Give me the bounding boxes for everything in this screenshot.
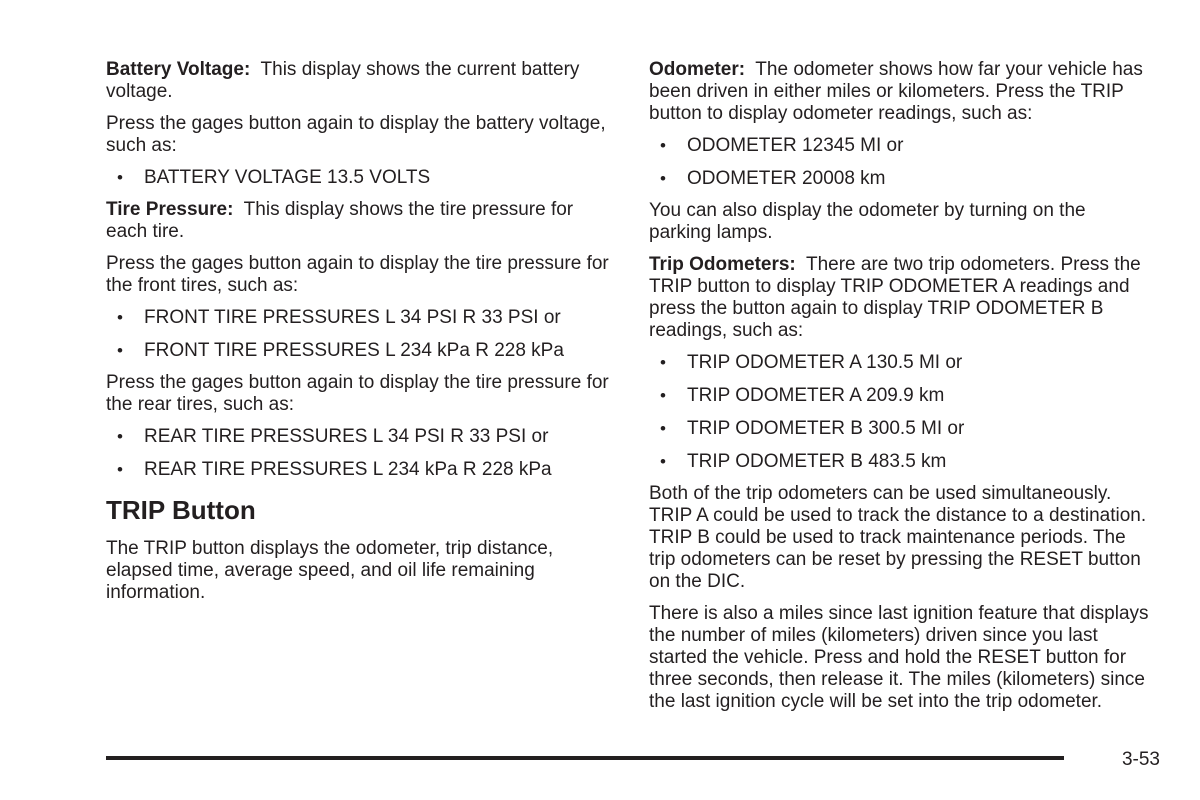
odometer-text: The odometer shows how far your vehicle has been driven in either miles or kilometers. Press the TRIP button to display odometer readings, such as: <box>649 59 1143 124</box>
bullet-icon: • <box>660 419 666 438</box>
list-item <box>649 168 1153 190</box>
list-item <box>649 418 1153 440</box>
tire-pressure-term: Tire Pressure: <box>106 199 234 220</box>
odometer-example-list <box>649 135 1153 190</box>
bullet-icon: • <box>660 386 666 405</box>
left-column <box>106 59 618 614</box>
bullet-text: TRIP ODOMETER A 209.9 km <box>687 385 945 406</box>
bullet-text: TRIP ODOMETER A 130.5 MI or <box>687 352 963 373</box>
bullet-icon: • <box>660 136 666 155</box>
list-item <box>106 459 618 481</box>
bullet-text: FRONT TIRE PRESSURES L 34 PSI R 33 PSI or <box>144 307 561 328</box>
trip-odometers-paragraph <box>649 254 1153 342</box>
bullet-icon: • <box>117 168 123 187</box>
bullet-text: ODOMETER 20008 km <box>687 168 886 189</box>
list-item <box>649 451 1153 473</box>
battery-voltage-term: Battery Voltage: <box>106 59 251 80</box>
footer-rule <box>106 756 1064 760</box>
bullet-icon: • <box>660 452 666 471</box>
list-item <box>106 167 618 189</box>
list-item <box>106 340 618 362</box>
odometer-paragraph <box>649 59 1153 125</box>
bullet-icon: • <box>660 353 666 372</box>
trip-odometer-example-list <box>649 352 1153 473</box>
bullet-text: BATTERY VOLTAGE 13.5 VOLTS <box>144 167 431 188</box>
odometer-term: Odometer: <box>649 59 746 80</box>
trip-odometers-text: There are two trip odometers. Press the TRIP button to display TRIP ODOMETER A readings and press the button again to display TRIP ODOMETER B readings, such as: <box>649 254 1141 341</box>
bullet-icon: • <box>660 169 666 188</box>
trip-button-heading: TRIP Button <box>106 495 256 525</box>
bullet-text: TRIP ODOMETER B 483.5 km <box>687 451 947 472</box>
tire-rear-example-list <box>106 426 618 481</box>
list-item <box>649 135 1153 157</box>
bullet-icon: • <box>117 308 123 327</box>
tire-pressure-paragraph <box>106 199 618 243</box>
list-item <box>106 426 618 448</box>
bullet-text: REAR TIRE PRESSURES L 34 PSI R 33 PSI or <box>144 426 549 447</box>
page-number: 3-53 <box>1121 749 1160 770</box>
bullet-text: TRIP ODOMETER B 300.5 MI or <box>687 418 965 439</box>
trip-simultaneous-paragraph: Both of the trip odometers can be used simultaneously. TRIP A could be used to track the distance to a destination. TRIP B could be used to track maintenance periods. The trip odometers can be reset by pressing the RESET button on the DIC. <box>649 483 1147 592</box>
bullet-text: REAR TIRE PRESSURES L 234 kPa R 228 kPa <box>144 459 552 480</box>
right-column <box>649 59 1153 723</box>
battery-press-paragraph: Press the gages button again to display the battery voltage, such as: <box>106 113 606 156</box>
tire-rear-paragraph: Press the gages button again to display the tire pressure for the rear tires, such as: <box>106 372 609 415</box>
tire-pressure-text: This display shows the tire pressure for each tire. <box>106 199 574 242</box>
trip-ignition-paragraph: There is also a miles since last ignition feature that displays the number of miles (kilometers) driven since you last started the vehicle. Press and hold the RESET button for three seconds, then release it. The miles (kilometers) since the last ignition cycle will be set into the trip odometer. <box>649 603 1149 712</box>
bullet-icon: • <box>117 427 123 446</box>
tire-front-example-list <box>106 307 618 362</box>
list-item <box>649 385 1153 407</box>
list-item <box>649 352 1153 374</box>
bullet-icon: • <box>117 460 123 479</box>
tire-front-paragraph: Press the gages button again to display the tire pressure for the front tires, such as: <box>106 253 609 296</box>
bullet-text: ODOMETER 12345 MI or <box>687 135 904 156</box>
bullet-icon: • <box>117 341 123 360</box>
battery-example-list <box>106 167 618 189</box>
trip-odometers-term: Trip Odometers: <box>649 254 796 275</box>
trip-button-paragraph: The TRIP button displays the odometer, trip distance, elapsed time, average speed, and oil life remaining information. <box>106 538 554 603</box>
list-item <box>106 307 618 329</box>
battery-voltage-text: This display shows the current battery voltage. <box>106 59 580 102</box>
battery-voltage-paragraph <box>106 59 618 103</box>
odometer-parking-paragraph: You can also display the odometer by turning on the parking lamps. <box>649 200 1086 243</box>
bullet-text: FRONT TIRE PRESSURES L 234 kPa R 228 kPa <box>144 340 564 361</box>
